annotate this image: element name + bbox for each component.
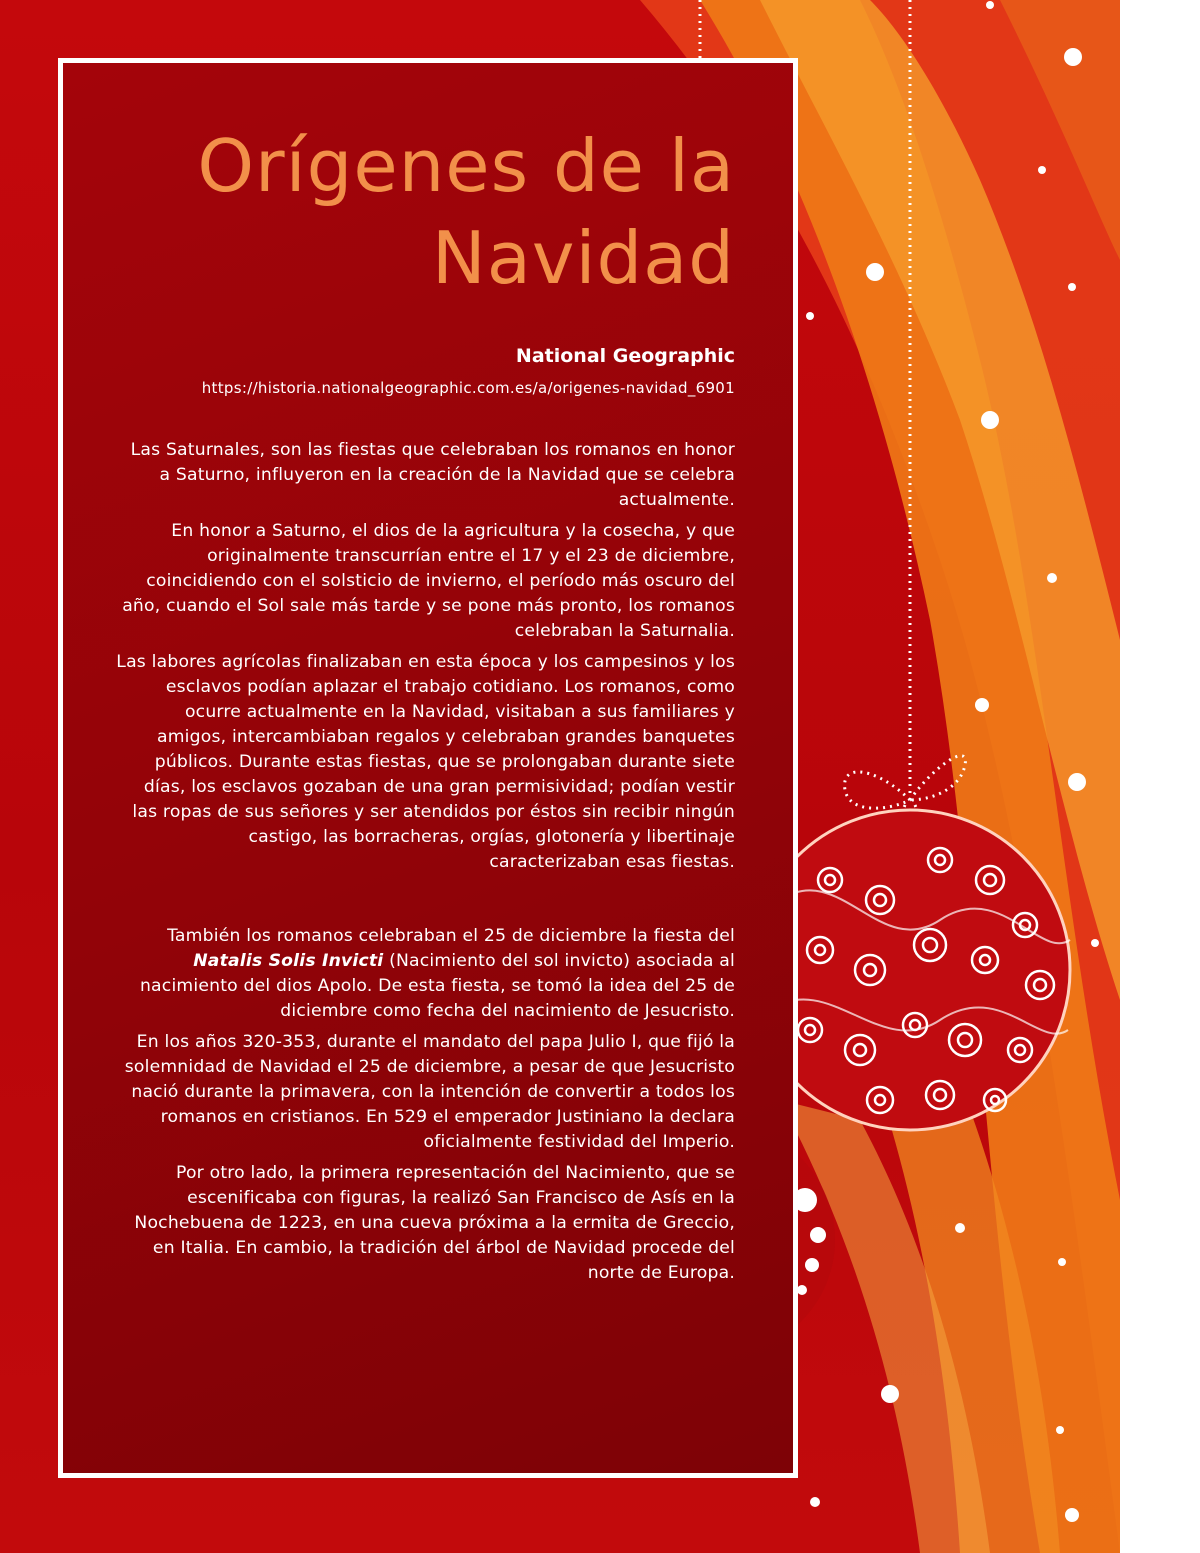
paragraph-4-end: (Nacimiento del sol invicto) asociada al nacimiento del dios Apolo. De esta fiesta, se tomó la idea del 25 de diciembre como fecha del nacimiento de Jesucristo. [139,951,735,1021]
page-title [150,120,735,304]
article-body [115,438,735,1292]
paragraph-4 [115,924,735,1024]
source-name: National Geographic [515,345,735,367]
paragraph-6: Por otro lado, la primera representación del Nacimiento, que se escenificaba con figuras, la realizó San Francisco de Asís en la Nochebuena de 1223, en una cueva próxima a la ermita de Greccio, en Italia. En cambio, la tradición del árbol de Navidad procede del norte de Europa. [134,1163,735,1283]
paragraph-2: En honor a Saturno, el dios de la agricultura y la cosecha, y que originalmente transcurrían entre el 17 y el 23 de diciembre, coincidiendo con el solsticio de invierno, el período más oscuro del año, cuando el Sol sale más tarde y se pone más pronto, los romanos celebraban la Saturnalia. [122,521,735,641]
title-line-2: Navidad [431,216,735,300]
paragraph-3: Las labores agrícolas finalizaban en esta época y los campesinos y los esclavos podían aplazar el trabajo cotidiano. Los romanos, como ocurre actualmente en la Navidad, visitaban a sus familiares y amigos, intercambiaban regalos y celebraban grandes banquetes públicos. Durante estas fiestas, que se prolongaban durante siete días, los esclavos gozaban de una gran permisividad; podían vestir las ropas de sus señores y ser atendidos por éstos sin recibir ningún castigo, las borracheras, orgías, glotonería y libertinaje caracterizaban esas fiestas. [116,652,735,872]
paragraph-4-emphasis: Natalis Solis Invicti [193,951,384,971]
paragraph-4-start: También los romanos celebraban el 25 de diciembre la fiesta del [167,926,735,946]
source-url: https://historia.nationalgeographic.com.es/a/origenes-navidad_6901 [201,379,735,397]
paragraph-5: En los años 320-353, durante el mandato del papa Julio I, que fijó la solemnidad de Navidad el 25 de diciembre, a pesar de que Jesucristo nació durante la primavera, con la intención de convertir a todos los romanos en cristianos. En 529 el emperador Justiniano la declara oficialmente festividad del Imperio. [124,1032,735,1152]
title-line-1: Orígenes de la [197,124,735,208]
christmas-ornament-icon [750,810,1070,1130]
paragraph-1: Las Saturnales, son las fiestas que celebraban los romanos en honor a Saturno, influyeron en la creación de la Navidad que se celebra actualmente. [130,440,735,510]
